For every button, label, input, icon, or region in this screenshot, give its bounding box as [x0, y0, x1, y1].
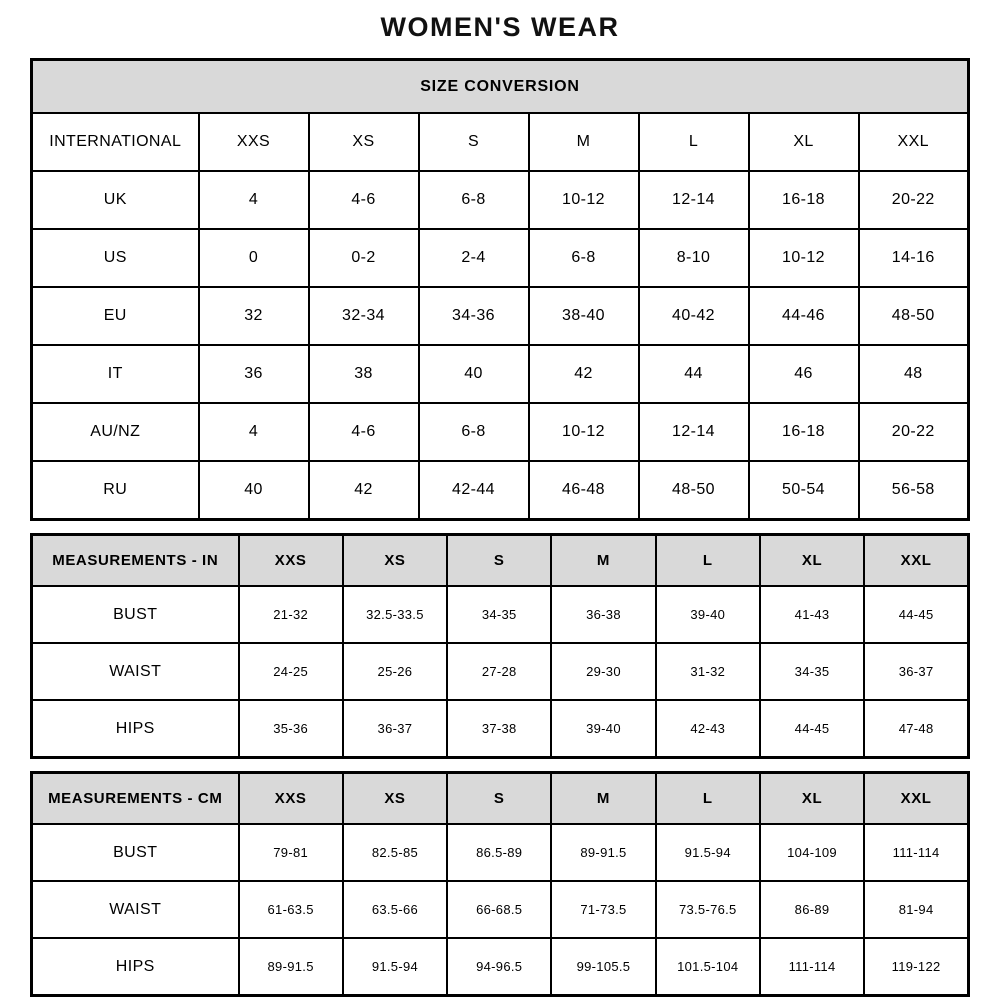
measurement-cell: 44-45 — [760, 700, 864, 758]
measurement-cell: 29-30 — [551, 643, 655, 700]
measurement-cell: 99-105.5 — [551, 938, 655, 996]
measurement-cell: 27-28 — [447, 643, 551, 700]
table-row — [32, 287, 969, 345]
column-header: XXL — [864, 773, 968, 825]
column-header: XXS — [239, 535, 343, 587]
measurement-cell: 119-122 — [864, 938, 968, 996]
size-cell: 4-6 — [309, 171, 419, 229]
column-header: XXS — [199, 113, 309, 171]
column-header: M — [529, 113, 639, 171]
size-cell: 32-34 — [309, 287, 419, 345]
size-cell: 34-36 — [419, 287, 529, 345]
size-cell: 2-4 — [419, 229, 529, 287]
column-header: M — [551, 535, 655, 587]
measurement-cell: 101.5-104 — [656, 938, 760, 996]
column-header: XS — [309, 113, 419, 171]
measurement-cell: 94-96.5 — [447, 938, 551, 996]
measurement-cell: 25-26 — [343, 643, 447, 700]
table-row — [32, 229, 969, 287]
table-row — [32, 403, 969, 461]
measurement-cell: 89-91.5 — [551, 824, 655, 881]
measurement-cell: 79-81 — [239, 824, 343, 881]
column-header: XS — [343, 535, 447, 587]
measurement-cell: 39-40 — [656, 586, 760, 643]
size-cell: 40 — [199, 461, 309, 520]
table-row — [32, 938, 969, 996]
size-cell: 32 — [199, 287, 309, 345]
table-row — [32, 171, 969, 229]
table-row — [32, 113, 969, 171]
measurement-cell: 81-94 — [864, 881, 968, 938]
measurements-cm-title: MEASUREMENTS - CM — [32, 773, 239, 825]
table-row — [32, 345, 969, 403]
size-cell: 48 — [859, 345, 969, 403]
size-cell: 4-6 — [309, 403, 419, 461]
size-conversion-title-row — [32, 60, 969, 114]
measurement-cell: 36-38 — [551, 586, 655, 643]
size-cell: 4 — [199, 403, 309, 461]
size-cell: 0-2 — [309, 229, 419, 287]
measurement-cell: 66-68.5 — [447, 881, 551, 938]
measurement-cell: 61-63.5 — [239, 881, 343, 938]
measurements-in-title: MEASUREMENTS - IN — [32, 535, 239, 587]
row-label: RU — [32, 461, 199, 520]
measurement-cell: 37-38 — [447, 700, 551, 758]
measurement-cell: 71-73.5 — [551, 881, 655, 938]
table-row — [32, 824, 969, 881]
measurement-cell: 36-37 — [343, 700, 447, 758]
measurements-in-header-row — [32, 535, 969, 587]
column-header: L — [639, 113, 749, 171]
size-cell: 40 — [419, 345, 529, 403]
size-cell: 44 — [639, 345, 749, 403]
table-row — [32, 700, 969, 758]
size-conversion-title: SIZE CONVERSION — [32, 60, 969, 114]
size-cell: 40-42 — [639, 287, 749, 345]
measurement-cell: 32.5-33.5 — [343, 586, 447, 643]
column-header: XL — [760, 535, 864, 587]
column-header: S — [419, 113, 529, 171]
size-conversion-table — [30, 58, 970, 521]
row-label: INTERNATIONAL — [32, 113, 199, 171]
measurement-cell: 73.5-76.5 — [656, 881, 760, 938]
table-row — [32, 881, 969, 938]
size-cell: 12-14 — [639, 403, 749, 461]
row-label: AU/NZ — [32, 403, 199, 461]
measurement-cell: 91.5-94 — [343, 938, 447, 996]
row-label: WAIST — [32, 881, 239, 938]
size-cell: 44-46 — [749, 287, 859, 345]
measurement-cell: 63.5-66 — [343, 881, 447, 938]
row-label: WAIST — [32, 643, 239, 700]
size-cell: 12-14 — [639, 171, 749, 229]
size-cell: 38-40 — [529, 287, 639, 345]
column-header: L — [656, 535, 760, 587]
table-row — [32, 461, 969, 520]
size-cell: 16-18 — [749, 171, 859, 229]
size-cell: 10-12 — [749, 229, 859, 287]
measurement-cell: 82.5-85 — [343, 824, 447, 881]
measurement-cell: 111-114 — [864, 824, 968, 881]
measurement-cell: 44-45 — [864, 586, 968, 643]
column-header: S — [447, 773, 551, 825]
measurement-cell: 89-91.5 — [239, 938, 343, 996]
column-header: L — [656, 773, 760, 825]
measurement-cell: 31-32 — [656, 643, 760, 700]
table-row — [32, 643, 969, 700]
row-label: BUST — [32, 586, 239, 643]
size-cell: 38 — [309, 345, 419, 403]
size-cell: 42 — [529, 345, 639, 403]
measurement-cell: 34-35 — [447, 586, 551, 643]
measurement-cell: 41-43 — [760, 586, 864, 643]
measurements-in-table — [30, 533, 970, 759]
size-cell: 16-18 — [749, 403, 859, 461]
size-cell: 0 — [199, 229, 309, 287]
column-header: XS — [343, 773, 447, 825]
column-header: M — [551, 773, 655, 825]
column-header: S — [447, 535, 551, 587]
row-label: EU — [32, 287, 199, 345]
size-cell: 42 — [309, 461, 419, 520]
row-label: BUST — [32, 824, 239, 881]
measurement-cell: 36-37 — [864, 643, 968, 700]
measurement-cell: 39-40 — [551, 700, 655, 758]
measurements-cm-header-row — [32, 773, 969, 825]
measurement-cell: 111-114 — [760, 938, 864, 996]
measurement-cell: 91.5-94 — [656, 824, 760, 881]
size-cell: 10-12 — [529, 171, 639, 229]
size-cell: 42-44 — [419, 461, 529, 520]
measurement-cell: 104-109 — [760, 824, 864, 881]
measurement-cell: 42-43 — [656, 700, 760, 758]
column-header: XXL — [859, 113, 969, 171]
size-cell: 14-16 — [859, 229, 969, 287]
size-cell: 6-8 — [419, 171, 529, 229]
size-cell: 6-8 — [529, 229, 639, 287]
size-cell: 20-22 — [859, 403, 969, 461]
size-cell: 10-12 — [529, 403, 639, 461]
column-header: XL — [749, 113, 859, 171]
size-cell: 20-22 — [859, 171, 969, 229]
measurement-cell: 24-25 — [239, 643, 343, 700]
size-cell: 46 — [749, 345, 859, 403]
column-header: XXL — [864, 535, 968, 587]
size-cell: 4 — [199, 171, 309, 229]
size-cell: 46-48 — [529, 461, 639, 520]
size-cell: 56-58 — [859, 461, 969, 520]
row-label: IT — [32, 345, 199, 403]
row-label: HIPS — [32, 938, 239, 996]
size-cell: 50-54 — [749, 461, 859, 520]
measurement-cell: 47-48 — [864, 700, 968, 758]
size-cell: 8-10 — [639, 229, 749, 287]
measurement-cell: 86-89 — [760, 881, 864, 938]
size-cell: 48-50 — [859, 287, 969, 345]
measurement-cell: 34-35 — [760, 643, 864, 700]
measurements-cm-table — [30, 771, 970, 997]
size-cell: 36 — [199, 345, 309, 403]
row-label: UK — [32, 171, 199, 229]
page-title: WOMEN'S WEAR — [380, 12, 620, 42]
size-cell: 6-8 — [419, 403, 529, 461]
row-label: HIPS — [32, 700, 239, 758]
size-cell: 48-50 — [639, 461, 749, 520]
table-row — [32, 586, 969, 643]
column-header: XL — [760, 773, 864, 825]
measurement-cell: 86.5-89 — [447, 824, 551, 881]
measurement-cell: 35-36 — [239, 700, 343, 758]
column-header: XXS — [239, 773, 343, 825]
measurement-cell: 21-32 — [239, 586, 343, 643]
row-label: US — [32, 229, 199, 287]
